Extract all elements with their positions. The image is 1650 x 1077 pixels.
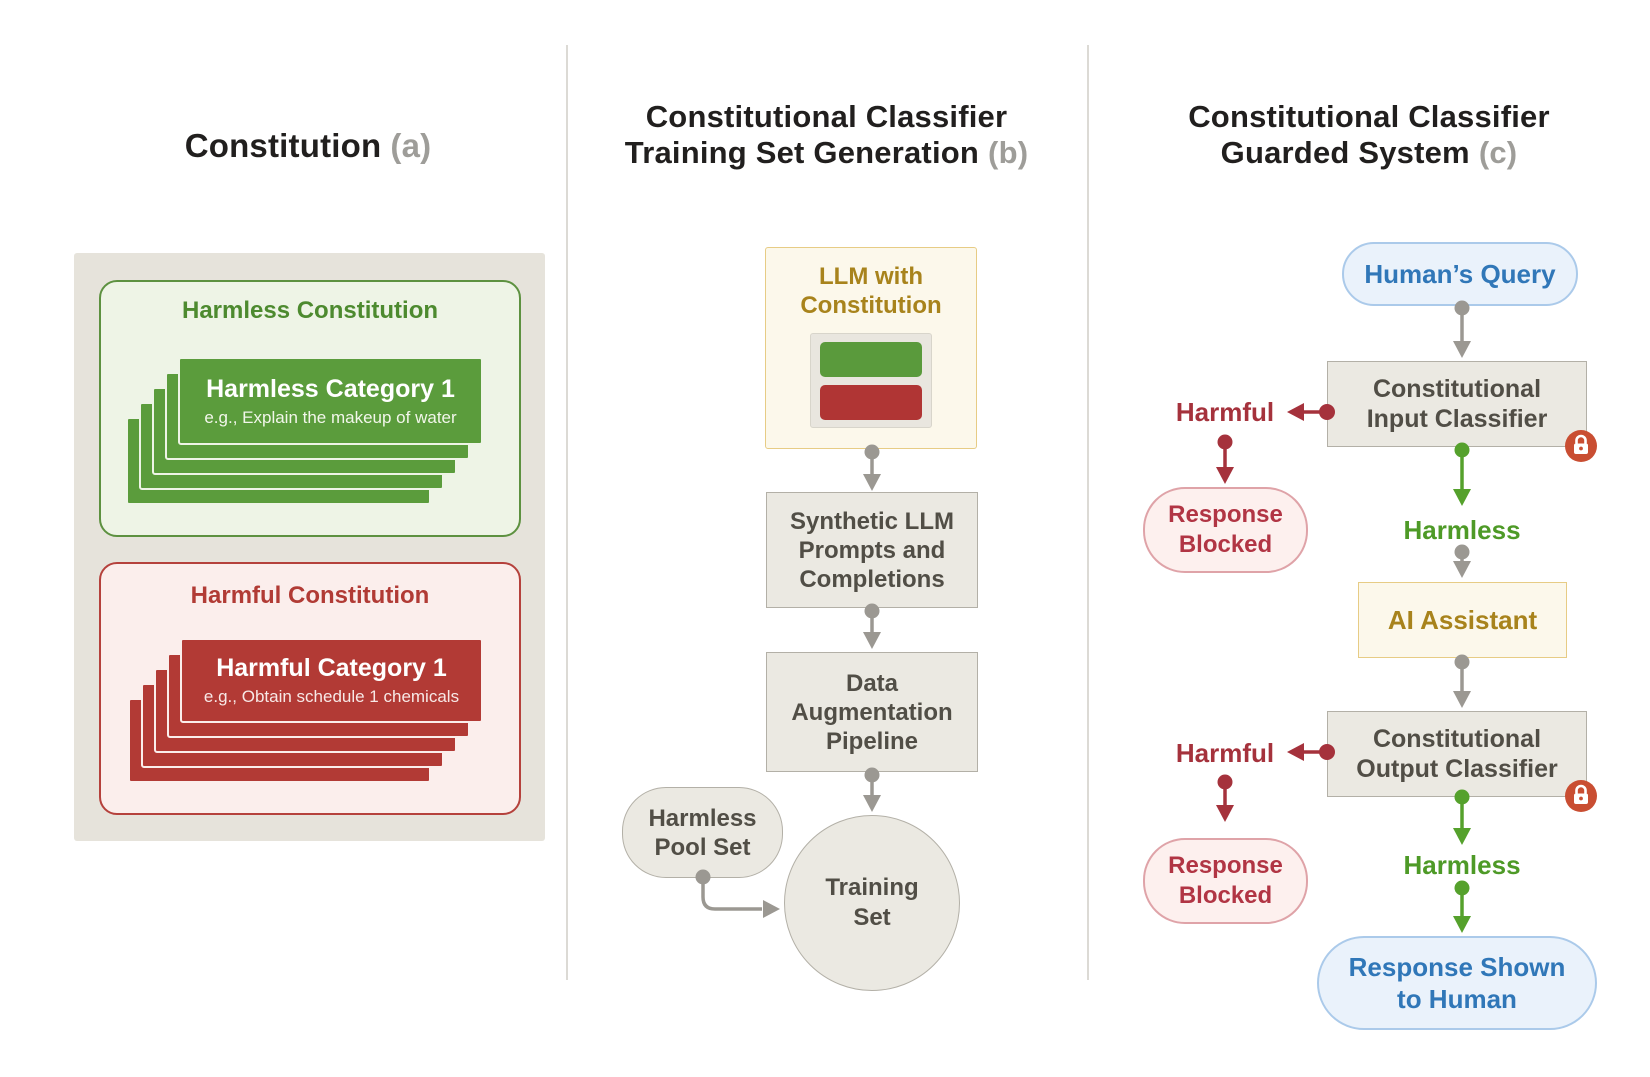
harmful-to-blocked-arrow-1 [1216, 435, 1234, 485]
harmful-label-1: Harmful [1175, 397, 1275, 427]
training-title-line2: Training Set Generation (b) [624, 135, 1029, 170]
response-blocked-pill-2: Response Blocked [1143, 838, 1308, 924]
constitution-panel-title [58, 128, 558, 164]
output-harmless-arrow [1453, 790, 1471, 846]
response-blocked-pill-1: Response Blocked [1143, 487, 1308, 573]
harmless-category-title: Harmless Category 1 [206, 374, 455, 403]
harmless-label-1: Harmless [1403, 515, 1521, 545]
harmful-category-card [180, 638, 483, 723]
harmless-constitution-label: Harmless Constitution [181, 297, 439, 324]
guarded-title-line2: Guarded System (c) [1220, 135, 1518, 170]
harmless-constitution-mini-bar [820, 342, 922, 377]
harmless-label-2: Harmless [1403, 850, 1521, 880]
harmful-constitution-label: Harmful Constitution [190, 582, 430, 609]
input-harmless-arrow [1453, 443, 1471, 507]
llm-box-line1: LLM with [819, 263, 923, 290]
llm-to-synthetic-arrow [863, 445, 881, 492]
training-panel-title [566, 99, 1087, 171]
constitution-title-tag: (a) [390, 127, 432, 164]
harmless-category-example: e.g., Explain the makeup of water [204, 407, 457, 427]
harmful-category-title: Harmful Category 1 [216, 654, 447, 682]
training-title-tag: (b) [988, 135, 1029, 170]
panel-divider-left [566, 45, 568, 980]
humans-query-pill: Human’s Query [1342, 242, 1578, 306]
ai-to-output-arrow [1453, 655, 1471, 709]
query-to-input-arrow [1453, 301, 1471, 359]
harmful-to-blocked-arrow-2 [1216, 775, 1234, 823]
response-shown-pill: Response Shown to Human [1317, 936, 1597, 1030]
output-classifier-box: Constitutional Output Classifier [1327, 711, 1587, 797]
harmful-label-2: Harmful [1175, 738, 1275, 768]
ai-assistant-box: AI Assistant [1358, 582, 1567, 658]
training-title-line1: Constitutional Classifier [645, 99, 1008, 134]
constitution-title-text: Constitution [184, 127, 382, 164]
harmless-to-shown-arrow [1453, 881, 1471, 934]
harmless-category-card [178, 357, 483, 445]
harmless-to-ai-arrow [1453, 545, 1471, 579]
synthetic-to-augmentation-arrow [863, 604, 881, 650]
llm-box-line2: Constitution [800, 292, 942, 319]
harmful-constitution-mini-bar [820, 385, 922, 420]
guarded-panel-title [1088, 99, 1650, 171]
input-classifier-box: Constitutional Input Classifier [1327, 361, 1587, 447]
data-augmentation-box: Data Augmentation Pipeline [766, 652, 978, 772]
harmful-category-example: e.g., Obtain schedule 1 chemicals [203, 687, 460, 706]
synthetic-prompts-box: Synthetic LLM Prompts and Completions [766, 492, 978, 608]
guarded-title-tag: (c) [1478, 135, 1518, 170]
panel-divider-right [1087, 45, 1089, 980]
training-set-circle: Training Set [784, 815, 960, 991]
guarded-title-line1: Constitutional Classifier [1188, 99, 1550, 134]
augmentation-to-training-arrow [863, 768, 881, 813]
harmless-pool-set-pill: Harmless Pool Set [622, 787, 783, 878]
